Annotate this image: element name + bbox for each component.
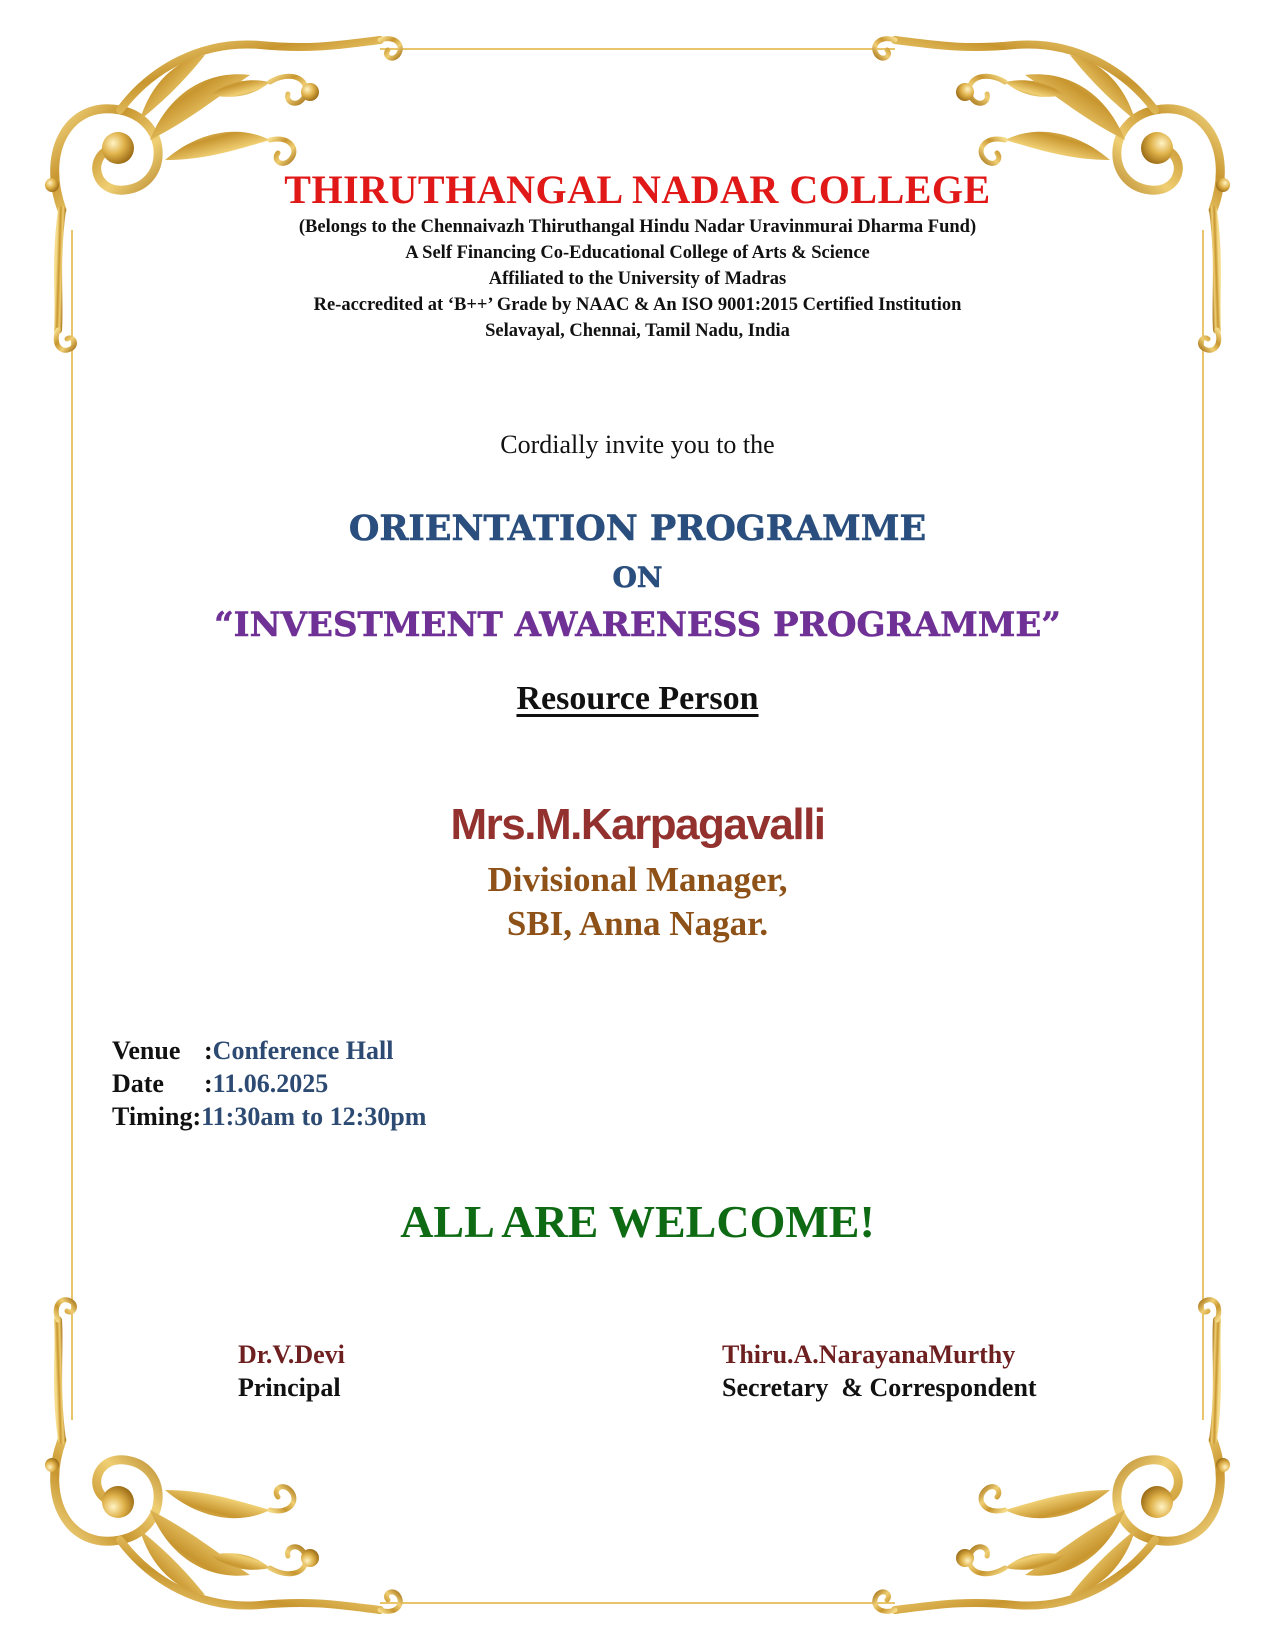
venue-value: Conference Hall bbox=[212, 1036, 394, 1065]
date-row bbox=[112, 1067, 426, 1100]
principal-name: Dr.V.Devi bbox=[238, 1340, 345, 1369]
header-line-type: A Self Financing Co-Educational College of Arts & Science bbox=[405, 243, 870, 263]
date-separator: : bbox=[204, 1069, 213, 1098]
timing-value: 11:30am to 12:30pm bbox=[201, 1102, 427, 1131]
signatory-secretary bbox=[722, 1338, 1037, 1404]
programme-connector: ON bbox=[612, 561, 663, 594]
resource-person-organisation: SBI, Anna Nagar. bbox=[506, 904, 769, 943]
principal-role: Principal bbox=[238, 1373, 341, 1402]
programme-title: ORIENTATION PROGRAMME bbox=[348, 508, 927, 549]
header-line-affiliation: Affiliated to the University of Madras bbox=[488, 269, 787, 289]
welcome-message: ALL ARE WELCOME! bbox=[400, 1196, 875, 1247]
event-details bbox=[112, 1034, 426, 1133]
signatory-principal bbox=[238, 1338, 345, 1404]
date-value: 11.06.2025 bbox=[212, 1069, 329, 1098]
resource-person-name: Mrs.M.Karpagavalli bbox=[450, 800, 825, 849]
invitation-intro: Cordially invite you to the bbox=[500, 430, 775, 459]
venue-row bbox=[112, 1034, 426, 1067]
venue-label: Venue bbox=[112, 1036, 181, 1065]
header-line-accreditation: Re-accredited at ‘B++’ Grade by NAAC & An ISO 9001:2015 Certified Institution bbox=[313, 295, 962, 315]
venue-separator: : bbox=[204, 1036, 213, 1065]
header-line-location: Selavayal, Chennai, Tamil Nadu, India bbox=[485, 321, 790, 341]
secretary-name: Thiru.A.NarayanaMurthy bbox=[722, 1340, 1016, 1369]
timing-label: Timing bbox=[112, 1102, 193, 1131]
programme-topic: “INVESTMENT AWARENESS PROGRAMME” bbox=[214, 605, 1061, 645]
timing-row bbox=[112, 1100, 426, 1133]
header-line-fund: (Belongs to the Chennaivazh Thiruthangal Hindu Nadar Uravinmurai Dharma Fund) bbox=[298, 217, 977, 237]
timing-separator: : bbox=[192, 1102, 202, 1131]
resource-person-designation: Divisional Manager, bbox=[487, 860, 788, 899]
date-label: Date bbox=[112, 1069, 164, 1098]
resource-person-heading: Resource Person bbox=[516, 680, 759, 717]
corner-ornament-bottom-left bbox=[45, 1300, 400, 1612]
college-name: THIRUTHANGAL NADAR COLLEGE bbox=[284, 167, 991, 212]
secretary-role: Secretary & Correspondent bbox=[722, 1373, 1037, 1402]
